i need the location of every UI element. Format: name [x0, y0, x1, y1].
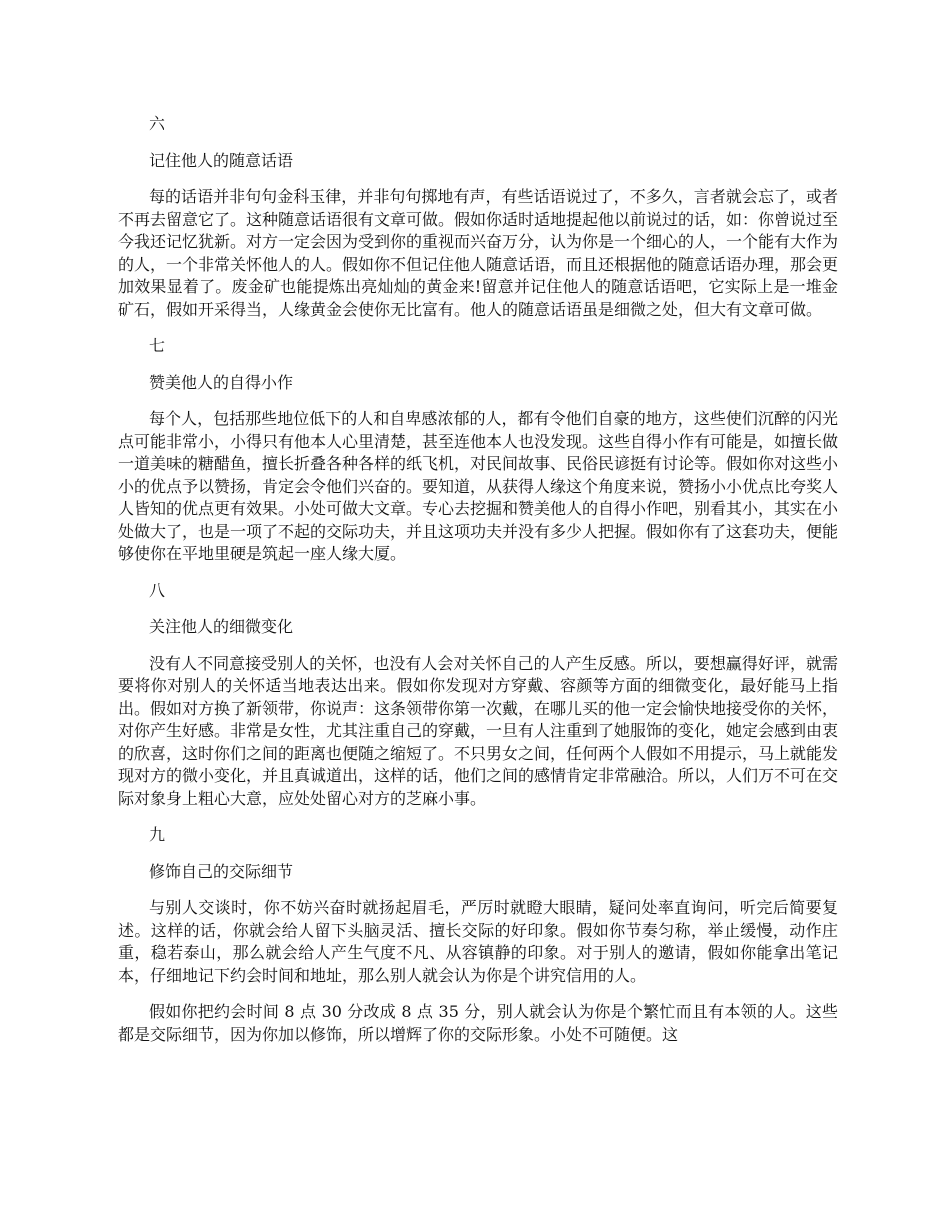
document-body [118, 113, 838, 1060]
paragraph: 假如你把约会时间 8 点 30 分改成 8 点 35 分，别人就会认为你是个繁忙而且有本领的人。这些都是交际细节，因为你加以修饰，所以增辉了你的交际形象。小处不可随便。这 [118, 1002, 838, 1044]
paragraph: 没有人不同意接受别人的关怀，也没有人会对关怀自己的人产生反感。所以，要想赢得好评，就需要将你对别人的关怀适当地表达出来。假如你发现对方穿戴、容颜等方面的细微变化，最好能马上指出。假如对方换了新领带，你说声：这条领带你第一次戴，在哪儿买的他一定会愉快地接受你的关怀，对你产生好感。非常是女性，尤其注重自己的穿戴，一旦有人注重到了她服饰的变化，她定会感到由衷的欣喜，这时你们之间的距离也便随之缩短了。不只男女之间，任何两个人假如不用提示，马上就能发现对方的微小变化，并且真诚道出，这样的话，他们之间的感情肯定非常融洽。所以，人们万不可在交际对象身上粗心大意，应处处留心对方的芝麻小事。 [118, 653, 839, 808]
paragraph: 每个人，包括那些地位低下的人和自卑感浓郁的人，都有令他们自豪的地方，这些使们沉醉的闪光点可能非常小，小得只有他本人心里清楚，甚至连他本人也没发现。这些自得小作有可能是，如擅长做一道美味的糖醋鱼，擅长折叠各种各样的纸飞机，对民间故事、民俗民谚挺有讨论等。假如你对这些小小的优点予以赞扬，肯定会令他们兴奋的。要知道，从获得人缘这个角度来说，赞扬小小优点比夸奖人人皆知的优点更有效果。小处可做大文章。专心去挖掘和赞美他人的自得小作吧，别看其小，其实在小处做大了，也是一项了不起的交际功夫，并且这项功夫并没有多少人把握。假如你有了这套功夫，便能够使你在平地里硬是筑起一座人缘大厦。 [118, 409, 839, 563]
section-8 [118, 580, 838, 811]
section-heading: 赞美他人的自得小作 [149, 372, 294, 392]
section-number: 八 [149, 580, 166, 600]
section-heading: 记住他人的随意话语 [149, 150, 294, 170]
section-number: 六 [149, 114, 166, 133]
section-heading: 关注他人的细微变化 [149, 617, 294, 636]
section-7 [118, 335, 838, 566]
section-6 [118, 113, 838, 321]
paragraph: 与别人交谈时，你不妨兴奋时就扬起眉毛，严厉时就瞪大眼睛，疑问处率直询问，听完后简要复述。这样的话，你就会给人留下头脑灵活、擅长交际的好印象。假如你节奏匀称，举止缓慢，动作庄重，稳若泰山，那么就会给人产生气度不凡、从容镇静的印象。对于别人的邀请，假如你能拿出笔记本，仔细地记下约会时间和地址，那么别人就会认为你是个讲究信用的人。 [118, 898, 838, 985]
section-heading: 修饰自己的交际细节 [149, 861, 294, 881]
section-number: 九 [149, 825, 166, 844]
section-number: 七 [149, 336, 166, 355]
paragraph: 每的话语并非句句金科玉律，并非句句掷地有声，有些话语说过了，不多久，言者就会忘了，或者不再去留意它了。这种随意话语很有文章可做。假如你适时适地提起他以前说过的话，如：你曾说过至今我还记忆犹新。对方一定会因为受到你的重视而兴奋万分，认为你是一个细心的人，一个能有大作为的人，一个非常关怀他人的人。假如你不但记住他人随意话语，而且还根据他的随意话语办理，那会更加效果显着了。废金矿也能提炼出亮灿灿的黄金来!留意并记住他人的随意话语吧，它实际上是一堆金矿石，假如开采得当，人缘黄金会使你无比富有。他人的随意话语虽是细微之处，但大有文章可做。 [118, 187, 839, 319]
section-9 [118, 824, 838, 1046]
